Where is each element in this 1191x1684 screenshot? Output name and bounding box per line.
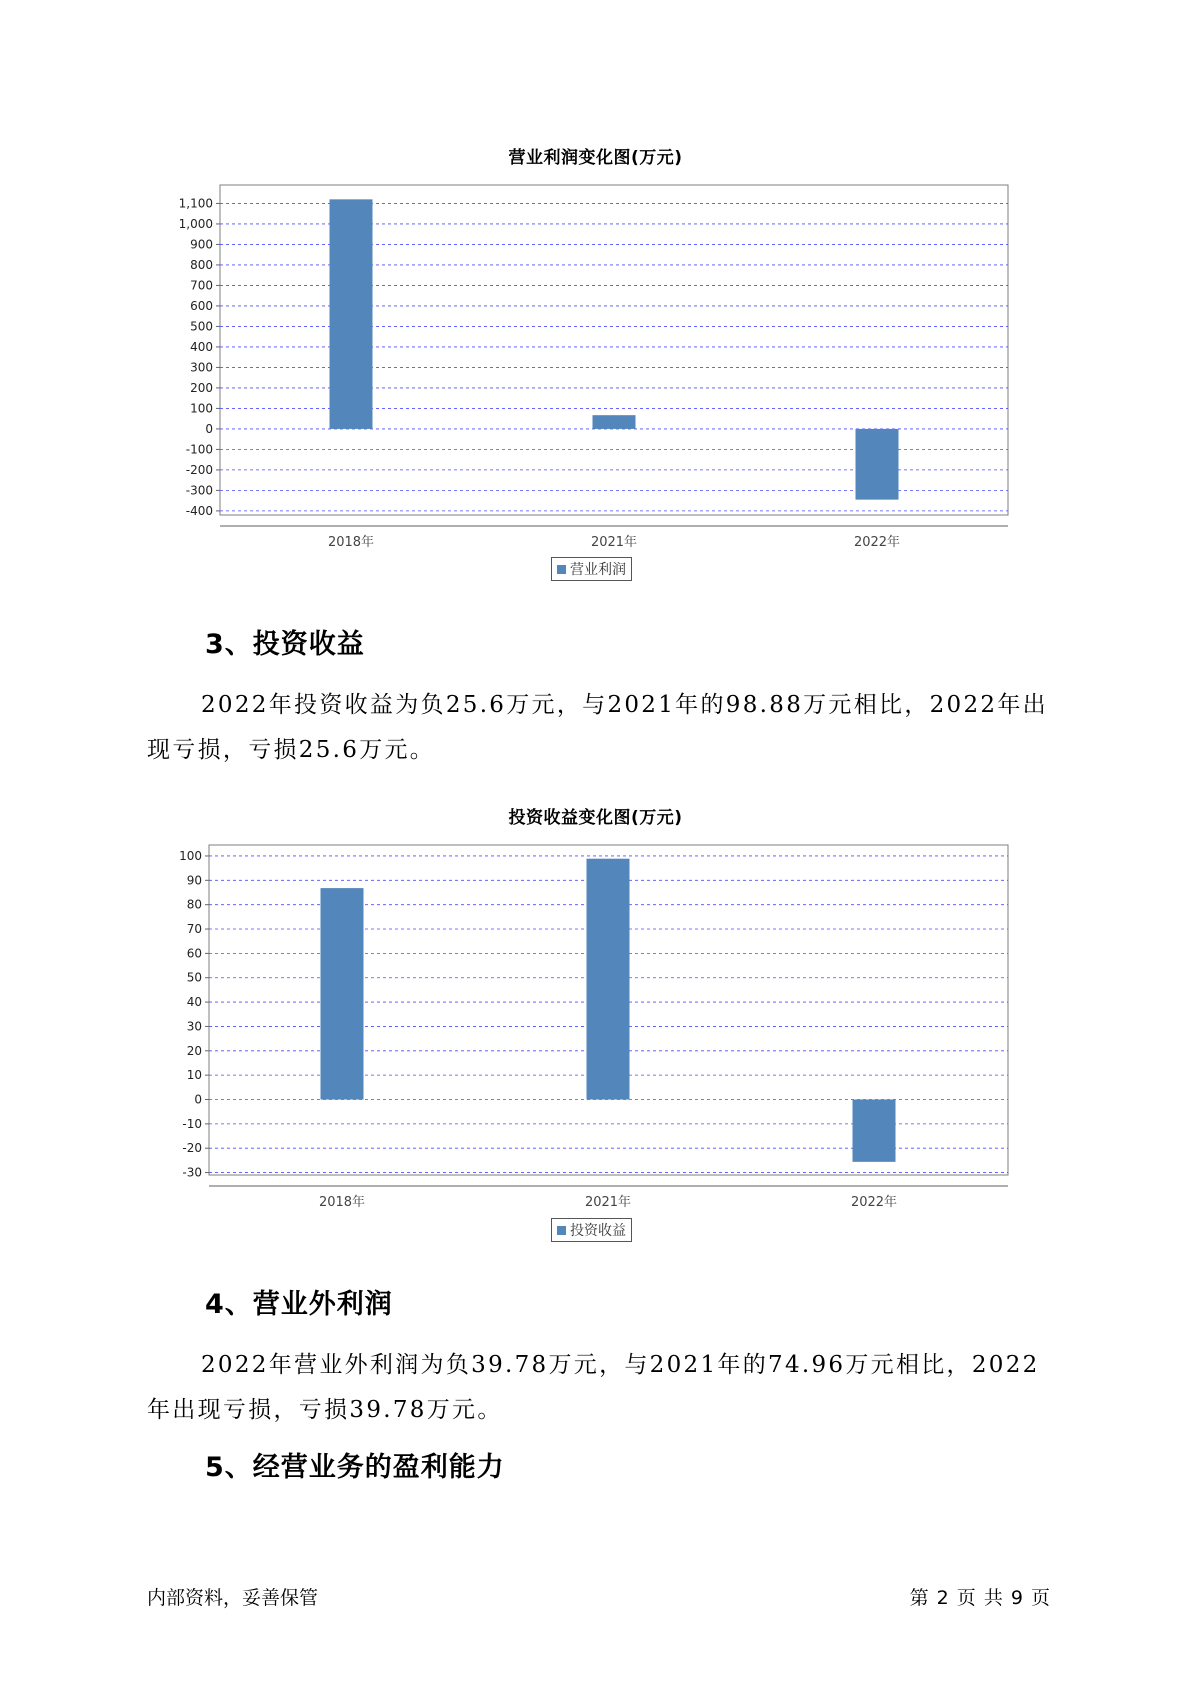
y-tick-label: 500 <box>190 319 213 334</box>
footer-confidential: 内部资料，妥善保管 <box>147 1587 319 1609</box>
y-tick-label: 50 <box>186 970 202 985</box>
y-tick-label: 400 <box>190 339 213 354</box>
y-tick-label: -200 <box>185 462 213 477</box>
bar-2021年 <box>587 859 630 1100</box>
chart-1-legend <box>551 557 632 581</box>
chart-2-investment-income <box>0 840 1191 1210</box>
y-tick-label: 600 <box>190 298 213 313</box>
y-tick-label: 900 <box>190 237 213 252</box>
y-tick-label: 20 <box>186 1043 202 1058</box>
y-tick-label: 100 <box>190 401 213 416</box>
y-tick-label: 40 <box>186 995 202 1010</box>
y-tick-label: 800 <box>190 257 213 272</box>
y-tick-label: 200 <box>190 380 213 395</box>
y-tick-label: 700 <box>190 278 213 293</box>
chart-2-legend-label: 投资收益 <box>570 1223 626 1239</box>
y-tick-label: -400 <box>185 503 213 518</box>
section-3-text: 2022年投资收益为负25.6万元，与2021年的98.88万元相比，2022年出现亏损，亏损25.6万元。 <box>147 692 1048 763</box>
x-tick-label: 2018年 <box>318 1195 366 1210</box>
y-tick-label: 0 <box>194 1092 202 1107</box>
chart-2-title: 投资收益变化图(万元) <box>508 808 683 828</box>
y-tick-label: -300 <box>185 483 213 498</box>
bar-2018年 <box>321 888 364 1099</box>
footer-page-number: 第 2 页 共 9 页 <box>909 1587 1051 1609</box>
y-tick-label: -100 <box>185 442 213 457</box>
section-4-heading: 4、营业外利润 <box>205 1289 393 1320</box>
bar-2021年 <box>593 415 636 429</box>
y-tick-label: -20 <box>182 1141 202 1156</box>
x-tick-label: 2022年 <box>850 1195 898 1210</box>
x-tick-label: 2021年 <box>590 535 638 550</box>
section-4-text: 2022年营业外利润为负39.78万元，与2021年的74.96万元相比，2022年出现亏损，亏损39.78万元。 <box>147 1352 1040 1423</box>
section-3-heading: 3、投资收益 <box>205 629 365 660</box>
section-5-heading: 5、经营业务的盈利能力 <box>205 1452 505 1483</box>
y-tick-label: 100 <box>179 848 202 863</box>
x-tick-label: 2018年 <box>327 535 375 550</box>
legend-swatch <box>557 565 566 574</box>
y-tick-label: 300 <box>190 360 213 375</box>
chart-2-legend <box>551 1218 632 1242</box>
chart-1-title: 营业利润变化图(万元) <box>508 148 683 168</box>
chart-1-operating-profit <box>0 180 1191 550</box>
chart-1-legend-label: 营业利润 <box>570 562 626 578</box>
y-tick-label: 90 <box>186 873 202 888</box>
y-tick-label: 1,000 <box>178 216 213 231</box>
x-tick-label: 2021年 <box>584 1195 632 1210</box>
legend-swatch <box>557 1226 566 1235</box>
y-tick-label: 30 <box>186 1019 202 1034</box>
x-tick-label: 2022年 <box>853 535 901 550</box>
y-tick-label: 80 <box>186 897 202 912</box>
y-tick-label: 10 <box>186 1068 202 1083</box>
y-tick-label: -10 <box>182 1116 202 1131</box>
y-tick-label: 70 <box>186 922 202 937</box>
y-tick-label: 60 <box>186 946 202 961</box>
y-tick-label: 1,100 <box>178 196 213 211</box>
bar-2022年 <box>853 1100 896 1162</box>
bar-2022年 <box>856 429 899 500</box>
y-tick-label: 0 <box>205 421 213 436</box>
y-tick-label: -30 <box>182 1165 202 1180</box>
bar-2018年 <box>330 199 373 429</box>
